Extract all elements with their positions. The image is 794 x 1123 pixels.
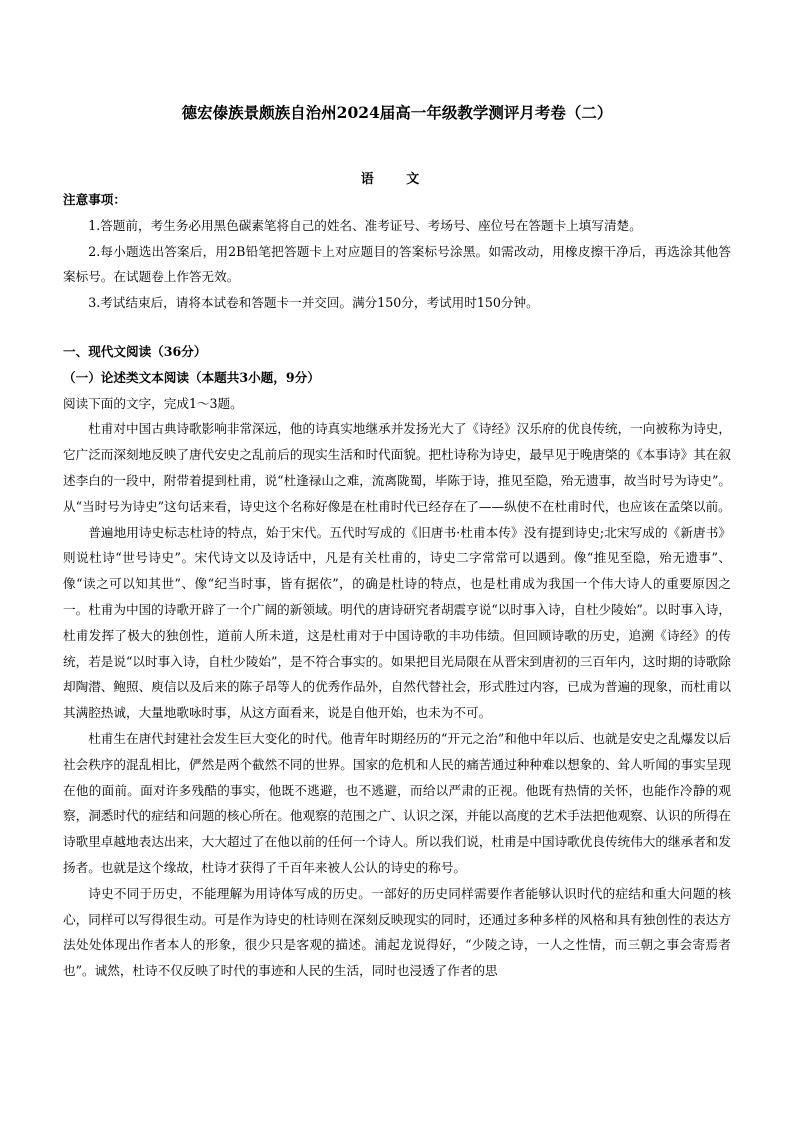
reading-paragraph: 杜甫对中国古典诗歌影响非常深远，他的诗真实地继承并发扬光大了《诗经》汉乐府的优良传统，一向被称为诗史，它广泛而深刻地反映了唐代安史之乱前后的现实生活和时代面貌。把杜诗称为诗史，最早见于晚唐棨的《本事诗》其在叙述李白的一段中，附带着提到杜甫，说“杜逢禄山之难，流离陇蜀，毕陈于诗，推见至隐，殆无遗事，故当时号为诗史”。从“当时号为诗史”这句话来看，诗史这个名称好像是在杜甫时代已经存在了——纵使不在杜甫时代，也应该在孟棨以前。 bbox=[63, 421, 731, 514]
section-heading: 一、现代文阅读（36分） bbox=[63, 344, 207, 359]
notice-item: 3.考试结束后，请将本试卷和答题卡一并交回。满分150分，考试用时150分钟。 bbox=[88, 295, 539, 311]
notice-section bbox=[63, 187, 731, 316]
reading-paragraph: 普遍地用诗史标志杜诗的特点，始于宋代。五代时写成的《旧唐书·杜甫本传》没有提到诗史;北宋写成的《新唐书》则说杜诗“世号诗史”。宋代诗文以及诗话中，凡是有关杜甫的，诗史二字常常可以遇到。像“推见至隐，殆无遗事”、像“读之可以知其世”、像“纪当时事，皆有据依”，的确是杜诗的特点，也是杜甫成为我国一个伟大诗人的重要原因之一。杜甫为中国的诗歌开辟了一个广阔的新领域。明代的唐诗研究者胡震亨说“以时事入诗，自杜少陵始”。以时事入诗，杜甫发挥了极大的独创性，道前人所未道，这是杜甫对于中国诗歌的丰功伟绩。但回顾诗歌的历史，追溯《诗经》的传统，若是说“以时事入诗，自杜少陵始”，是不符合事实的。如果把目光局限在从晋宋到唐初的三百年内，这时期的诗歌除却陶潜、鲍照、庾信以及后来的陈子昂等人的优秀作品外，自然代替社会，形式胜过内容，已成为普遍的现象，而杜甫以其满腔热诚，大量地歌咏时事，从这方面看来，说是自他开始，也未为不可。 bbox=[63, 524, 731, 721]
subject-heading: 语 文 bbox=[360, 172, 434, 187]
notice-item: 1.答题前，考生务必用黑色碳素笔将自己的姓名、准考证号、考场号、座位号在答题卡上填写清楚。 bbox=[88, 217, 642, 233]
reading-section bbox=[63, 339, 731, 984]
reading-instruction: 阅读下面的文字，完成1～3题。 bbox=[63, 395, 243, 411]
exam-title: 德宏傣族景颇族自治州2024届高一年级教学测评月考卷（二） bbox=[181, 103, 613, 122]
reading-paragraph: 杜甫生在唐代封建社会发生巨大变化的时代。他青年时期经历的“开元之治”和他中年以后、也就是安史之乱爆发以后社会秩序的混乱相比，俨然是两个截然不同的世界。国家的危机和人民的痛苦通过种种难以想象的、耸人听闻的事实呈现在他的面前。面对许多残酷的事实，他既不逃避，也不逃避，而给以严肃的正视。他既有热情的关怀，也能作冷静的观察，洞悉时代的症结和问题的核心所在。他观察的范围之广、认识之深，并能以高度的艺术手法把他观察、认识的所得在诗歌里卓越地表达出来，大大超过了在他以前的任何一个诗人。所以我们说，杜甫是中国诗歌优良传统伟大的继承者和发扬者。也就是这个缘故，杜诗才获得了千百年来被人公认的诗史的称号。 bbox=[63, 730, 731, 875]
notice-heading: 注意事项： bbox=[63, 192, 126, 207]
sub-section-heading: （一）论述类文本阅读（本题共3小题，9分） bbox=[63, 369, 320, 385]
reading-paragraph: 诗史不同于历史，不能理解为用诗体写成的历史。一部好的历史同样需要作者能够认识时代的症结和重大问题的核心，同样可以写得很生动。可是作为诗史的杜诗则在深刻反映现实的同时，还通过多种多样的风格和具有独创性的表达方法处处体现出作者本人的形象，很少只是客观的描述。浦起龙说得好，“少陵之诗，一人之性情，而三朝之事会寄焉者也”。诚然，杜诗不仅反映了时代的事迹和人民的生活，同时也浸透了作者的思 bbox=[63, 885, 731, 979]
notice-item: 2.每小题选出答案后，用2B铅笔把答题卡上对应题目的答案标号涂黑。如需改动，用橡皮擦干净后，再选涂其他答案标号。在试题卷上作答无效。 bbox=[63, 243, 731, 285]
